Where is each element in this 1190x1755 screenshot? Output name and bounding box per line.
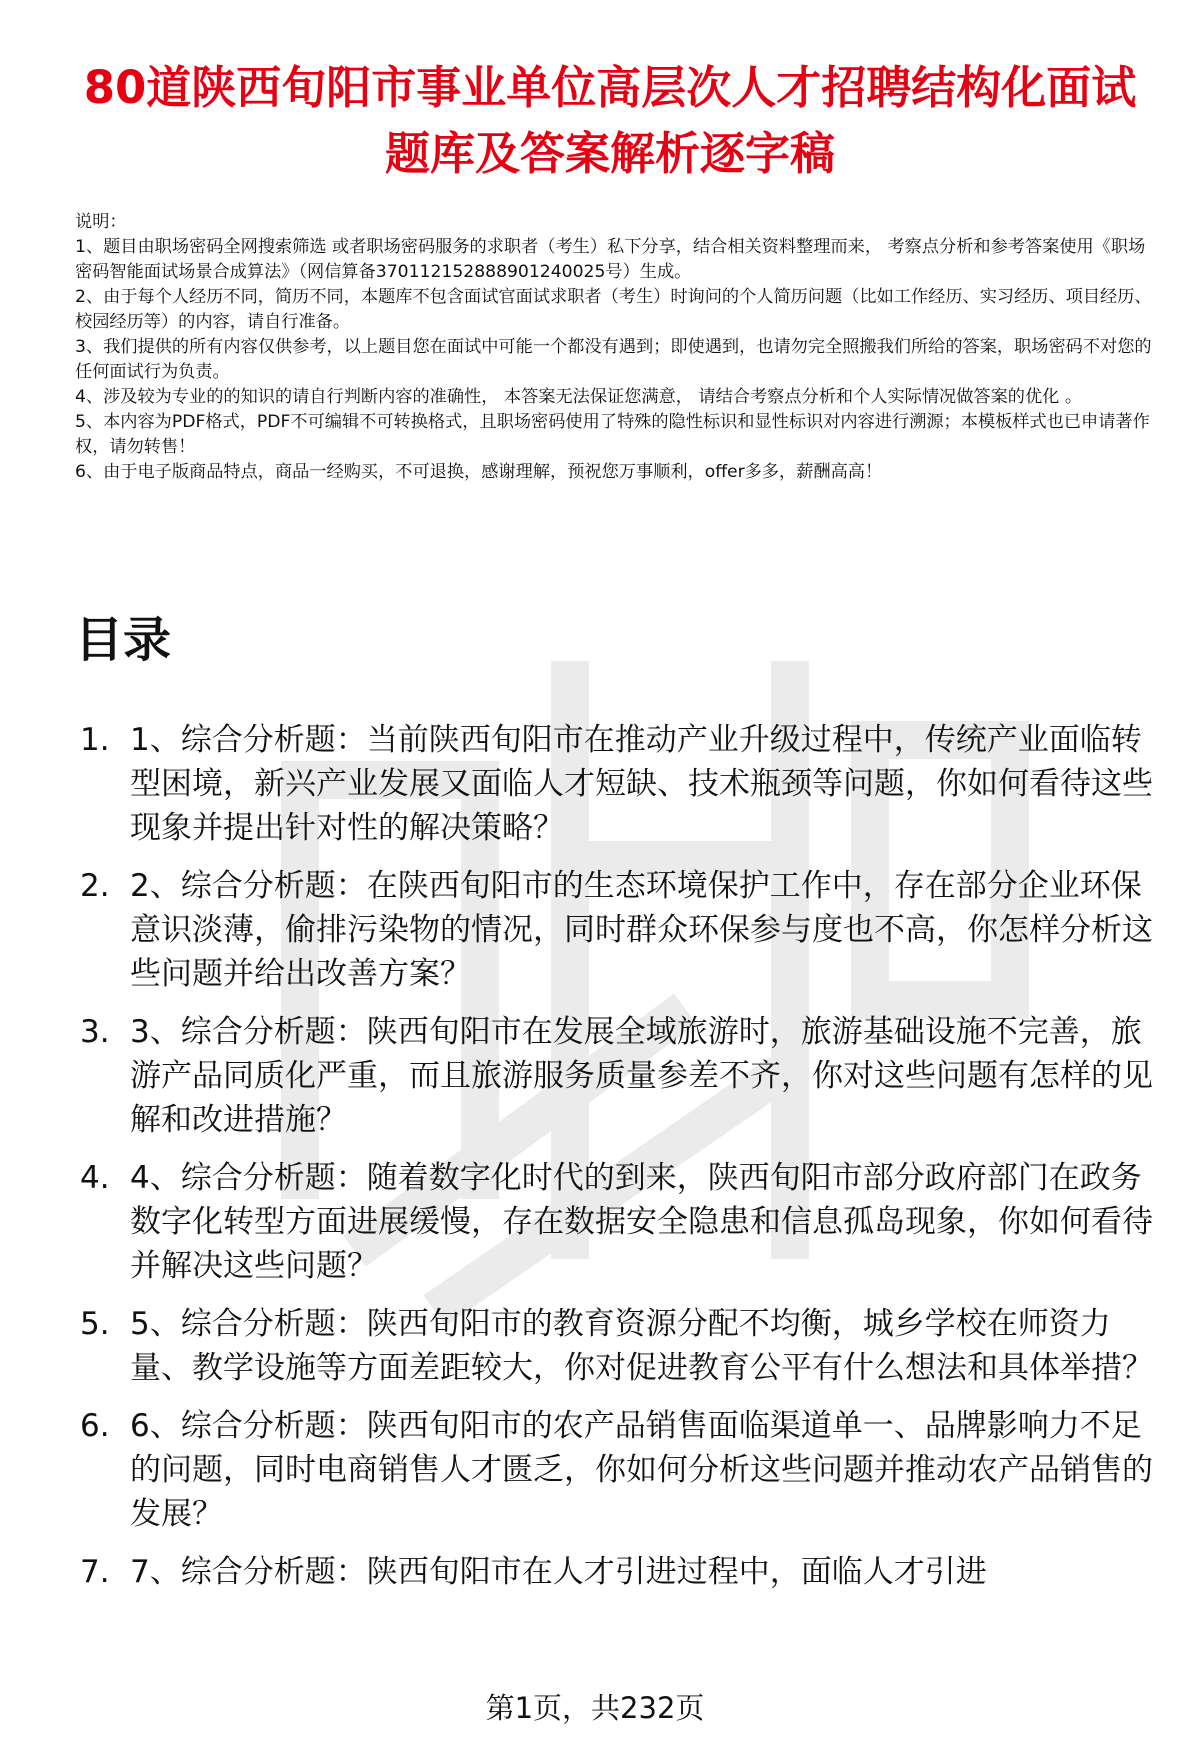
toc-item-number: 1. [80,722,110,758]
toc-item[interactable] [80,1010,1165,1142]
toc-item-text: 7、综合分析题：陕西旬阳市在人才引进过程中，面临人才引进 [130,1554,987,1590]
note-item: 1、题目由职场密码全网搜索筛选 或者职场密码服务的求职者（考生）私下分享，结合相关资料整理而来， 考察点分析和参考答案使用《职场密码智能面试场景合成算法》（网信算备370112152888901240025号）生成。 [75,237,1146,282]
document-title: 80道陕西旬阳市事业单位高层次人才招聘结构化面试题库及答案解析逐字稿 [83,61,1137,180]
toc-item[interactable] [80,864,1165,996]
toc-item-number: 2. [80,868,110,904]
table-of-contents [80,718,1165,1608]
toc-item-text: 4、综合分析题：随着数字化时代的到来，陕西旬阳市部分政府部门在政务数字化转型方面进展缓慢，存在数据安全隐患和信息孤岛现象，你如何看待并解决这些问题？ [130,1160,1153,1284]
note-item: 2、由于每个人经历不同，简历不同，本题库不包含面试官面试求职者（考生）时询问的个人简历问题（比如工作经历、实习经历、项目经历、校园经历等）的内容，请自行准备。 [75,287,1152,332]
notes-section [75,210,1160,485]
toc-item[interactable] [80,1156,1165,1288]
note-item: 4、涉及较为专业的的知识的请自行判断内容的准确性， 本答案无法保证您满意， 请结合考察点分析和个人实际情况做答案的优化 。 [75,387,1083,407]
toc-item-text: 2、综合分析题：在陕西旬阳市的生态环境保护工作中，存在部分企业环保意识淡薄，偷排污染物的情况，同时群众环保参与度也不高，你怎样分析这些问题并给出改善方案？ [130,868,1153,992]
toc-item[interactable] [80,1550,1165,1594]
toc-item-number: 5. [80,1306,110,1342]
toc-item[interactable] [80,1302,1165,1390]
notes-heading: 说明： [75,212,127,232]
note-item: 5、本内容为PDF格式，PDF不可编辑不可转换格式，且职场密码使用了特殊的隐性标识和显性标识对内容进行溯源；本模板样式也已申请著作权，请勿转售！ [75,412,1150,457]
toc-item-text: 3、综合分析题：陕西旬阳市在发展全域旅游时，旅游基础设施不完善，旅游产品同质化严重，而且旅游服务质量参差不齐，你对这些问题有怎样的见解和改进措施？ [130,1014,1153,1138]
toc-heading: 目录 [75,612,172,668]
toc-item[interactable] [80,718,1165,850]
page-number-footer: 第1页，共232页 [485,1691,705,1725]
toc-item-number: 6. [80,1408,110,1444]
note-item: 3、我们提供的所有内容仅供参考，以上题目您在面试中可能一个都没有遇到；即使遇到，也请勿完全照搬我们所给的答案，职场密码不对您的任何面试行为负责。 [75,337,1152,382]
toc-item-number: 3. [80,1014,110,1050]
toc-item-number: 7. [80,1554,110,1590]
toc-item[interactable] [80,1404,1165,1536]
note-item: 6、由于电子版商品特点，商品一经购买，不可退换，感谢理解，预祝您万事顺利，offer多多，薪酬高高！ [75,462,883,482]
toc-item-text: 1、综合分析题：当前陕西旬阳市在推动产业升级过程中，传统产业面临转型困境，新兴产业发展又面临人才短缺、技术瓶颈等问题，你如何看待这些现象并提出针对性的解决策略？ [130,722,1153,846]
toc-item-number: 4. [80,1160,110,1196]
toc-item-text: 5、综合分析题：陕西旬阳市的教育资源分配不均衡，城乡学校在师资力量、教学设施等方面差距较大，你对促进教育公平有什么想法和具体举措？ [130,1306,1153,1386]
toc-item-text: 6、综合分析题：陕西旬阳市的农产品销售面临渠道单一、品牌影响力不足的问题，同时电商销售人才匮乏，你如何分析这些问题并推动农产品销售的发展？ [130,1408,1153,1532]
